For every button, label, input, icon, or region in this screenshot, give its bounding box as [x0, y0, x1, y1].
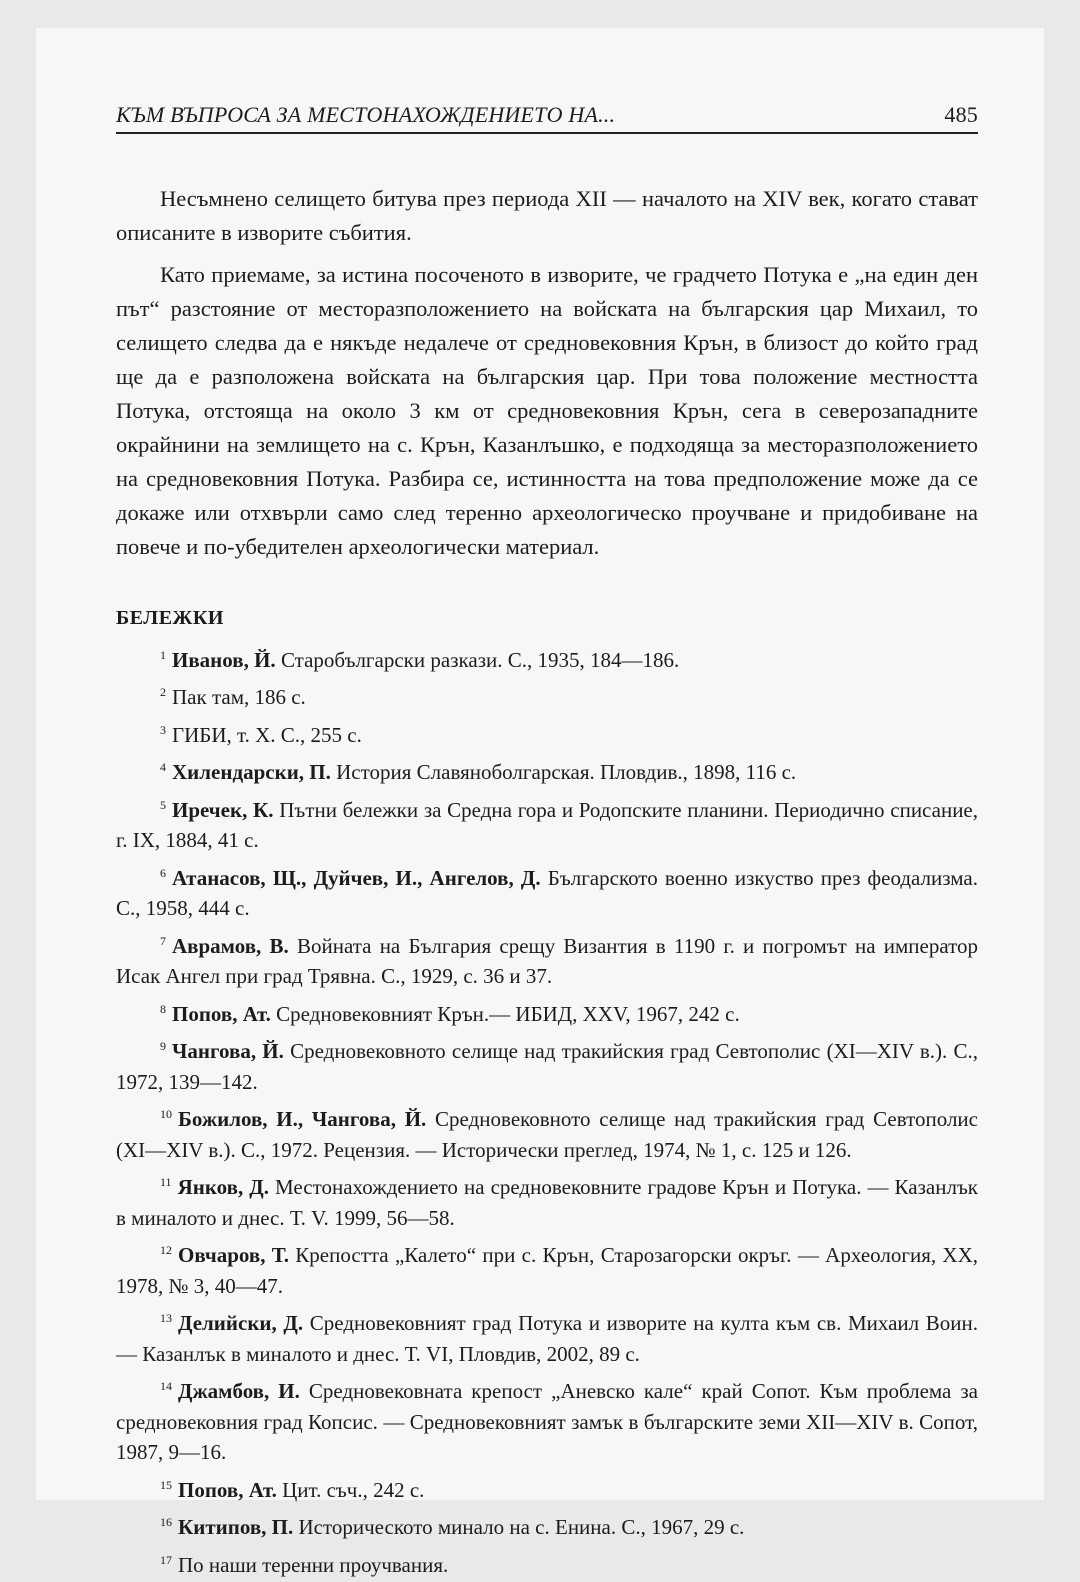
- note-number: 2: [160, 685, 166, 699]
- page-header: [116, 102, 978, 128]
- note-number: 14: [160, 1379, 172, 1393]
- note-text: Старобългарски разкази. С., 1935, 184—186.: [280, 647, 680, 672]
- note-text: Цит. съч., 242 с.: [282, 1477, 425, 1502]
- note-text: Средновековният град Потука и изворите на култа към св. Михаил Воин. — Казанлък в миналото и днес. Т. VI, Пловдив, 2002, 89 с.: [116, 1311, 978, 1366]
- note-number: 3: [160, 722, 166, 737]
- note-number: 5: [160, 797, 166, 812]
- running-title: КЪМ ВЪПРОСА ЗА МЕСТОНАХОЖДЕНИЕТО НА...: [116, 102, 616, 127]
- note-text: История Славяноболгарская. Пловдив., 1898, 116 с.: [336, 760, 797, 784]
- note-author: Атанасов, Щ., Дуйчев, И., Ангелов, Д.: [172, 865, 541, 890]
- note-text: Средновековното селище над тракийския град Севтополис (XI—XIV в.). С., 1972, 139—142.: [116, 1039, 978, 1094]
- note-text: Средновековното селище над тракийския град Севтополис (XI—XIV в.). С., 1972. Рецензия. — Исторически преглед, 1974, № 1, с. 125 и 126.: [116, 1107, 978, 1162]
- note-item: [116, 858, 978, 924]
- note-number: 4: [160, 760, 166, 774]
- note-item: [116, 1031, 978, 1097]
- note-number: 6: [160, 865, 166, 880]
- note-item: [116, 1167, 978, 1233]
- note-number: 12: [160, 1243, 172, 1257]
- note-number: 11: [160, 1175, 172, 1189]
- body-paragraph: Несъмнено селището битува през периода XII — началото на XIV век, когато стават описаните в изворите събития.: [116, 186, 978, 245]
- note-author: Делийски, Д.: [178, 1311, 304, 1335]
- note-item: [116, 1303, 978, 1369]
- note-author: Иванов, Й.: [172, 647, 276, 672]
- note-text: Средновековният Крън.— ИБИД, XXV, 1967, 242 с.: [276, 1001, 740, 1026]
- note-text: Войната на България срещу Византия в 1190 г. и погромът на император Исак Ангел при град Трявна. С., 1929, с. 36 и 37.: [116, 933, 979, 988]
- note-number: 10: [160, 1107, 172, 1121]
- note-number: 7: [160, 933, 166, 948]
- note-text: По наши теренни проучвания.: [178, 1552, 449, 1577]
- note-author: Аврамов, В.: [172, 933, 289, 958]
- note-item: [116, 926, 978, 992]
- notes-section: [116, 603, 978, 1582]
- notes-list: [116, 640, 978, 1581]
- note-author: Чангова, Й.: [172, 1039, 284, 1063]
- note-author: Божилов, И., Чангова, Й.: [178, 1107, 427, 1131]
- note-author: Попов, Ат.: [178, 1477, 277, 1502]
- note-item: [116, 1545, 978, 1581]
- note-text: Пак там, 186 с.: [172, 685, 306, 709]
- note-author: Овчаров, Т.: [178, 1243, 289, 1267]
- note-number: 17: [160, 1552, 172, 1567]
- note-item: [116, 640, 978, 676]
- note-text: Пътни бележки за Средна гора и Родопските планини. Периодично списание, г. IX, 1884, 41 с.: [116, 797, 978, 852]
- note-item: [116, 1507, 978, 1543]
- note-text: Историческото минало на с. Енина. С., 1967, 29 с.: [298, 1515, 745, 1539]
- note-text: Средновековната крепост „Аневско кале“ край Сопот. Към проблема за средновековния град Копсис. — Средновековният замък в българските земи XII—XIV в. Сопот, 1987, 9—16.: [116, 1379, 979, 1464]
- page-number: 485: [944, 102, 978, 127]
- note-number: 13: [160, 1311, 172, 1325]
- book-page: [36, 28, 1044, 1577]
- note-text: Крепостта „Калето“ при с. Крън, Старозагорски окръг. — Археология, XX, 1978, № 3, 40—47.: [116, 1243, 979, 1298]
- note-author: Китипов, П.: [178, 1515, 294, 1539]
- body-text: [116, 182, 978, 572]
- note-item: [116, 790, 978, 856]
- note-item: [116, 677, 978, 713]
- note-number: 15: [160, 1477, 172, 1492]
- note-item: [116, 1470, 978, 1506]
- note-author: Джамбов, И.: [178, 1379, 300, 1403]
- note-item: [116, 1371, 978, 1468]
- note-item: [116, 1099, 978, 1165]
- note-item: [116, 715, 978, 751]
- note-text: Местонахождението на средновековните градове Крън и Потука. — Казанлък в миналото и днес. Т. V. 1999, 56—58.: [116, 1175, 979, 1230]
- notes-heading: БЕЛЕЖКИ: [116, 607, 224, 629]
- note-item: [116, 752, 978, 788]
- note-author: Янков, Д.: [177, 1175, 269, 1199]
- note-text: ГИБИ, т. X. С., 255 с.: [172, 722, 362, 747]
- note-author: Попов, Ат.: [172, 1001, 271, 1026]
- note-number: 1: [160, 647, 166, 662]
- note-number: 16: [160, 1515, 172, 1529]
- note-author: Хилендарски, П.: [172, 760, 331, 784]
- note-item: [116, 994, 978, 1030]
- note-author: Иречек, К.: [172, 797, 274, 822]
- body-paragraph: Като приемаме, за истина посоченото в изворите, че градчето Потука е „на един ден път“ разстояние от месторазположението на войската на българския цар Михаил, то селището следва да е някъде недалече от средновековния Крън, в близост до който град ще да е разположена войската на българския цар. При това положение местността Потука, отстояща на около 3 км от средновековния Крън, сега в северозападните окрайнини на землището на с. Крън, Казанлъшко, е подходяща за месторазположението на средновековния Потука. Разбира се, истинността на това предположение може да се докаже или отхвърли само след теренно археологическо проучване и придобиване на повече и по-убедителен археологически материал.: [116, 262, 978, 559]
- header-rule: [116, 132, 978, 134]
- note-item: [116, 1235, 978, 1301]
- note-number: 8: [160, 1001, 166, 1016]
- note-text: Българското военно изкуство през феодализма. С., 1958, 444 с.: [116, 865, 978, 920]
- note-number: 9: [160, 1039, 166, 1053]
